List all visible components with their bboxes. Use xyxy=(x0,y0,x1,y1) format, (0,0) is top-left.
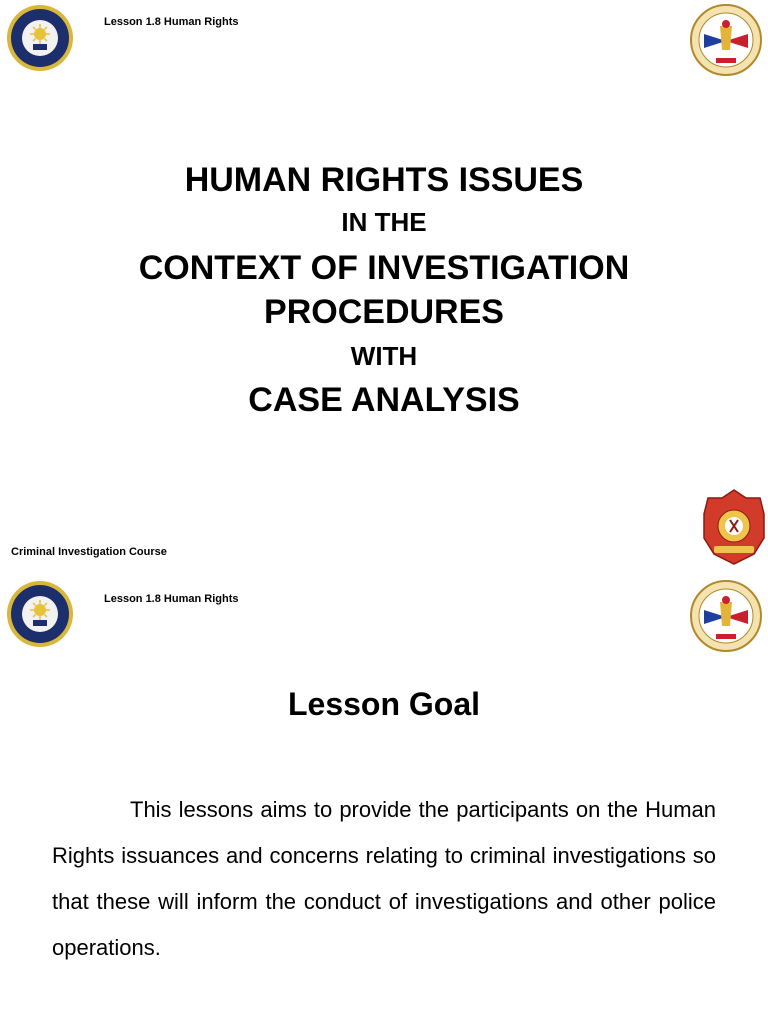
pnp-badge-icon xyxy=(702,488,766,566)
cidg-seal-icon xyxy=(6,4,74,72)
police-academy-seal-icon xyxy=(690,580,762,652)
title-line-5: WITH xyxy=(350,341,418,371)
slide-title xyxy=(0,160,768,420)
cidg-seal-icon xyxy=(6,580,74,648)
title-line-3: CONTEXT OF INVESTIGATION xyxy=(138,249,630,287)
police-academy-seal-icon xyxy=(690,4,762,76)
title-line-6: CASE ANALYSIS xyxy=(248,381,520,419)
title-line-1: HUMAN RIGHTS ISSUES xyxy=(184,161,584,199)
goal-title: Lesson Goal xyxy=(287,686,481,722)
lesson-label: Lesson 1.8 Human Rights xyxy=(104,16,239,28)
goal-body: This lessons aims to provide the participants on the Human Rights issuances and concerns relating to criminal investigations so that these will inform the conduct of investigations and other police operations. xyxy=(52,797,716,960)
course-label: Criminal Investigation Course xyxy=(11,546,167,558)
lesson-label: Lesson 1.8 Human Rights xyxy=(104,593,239,605)
title-line-4: PROCEDURES xyxy=(264,293,504,331)
title-line-2: IN THE xyxy=(341,207,427,237)
lesson-goal-slide xyxy=(0,576,768,1024)
